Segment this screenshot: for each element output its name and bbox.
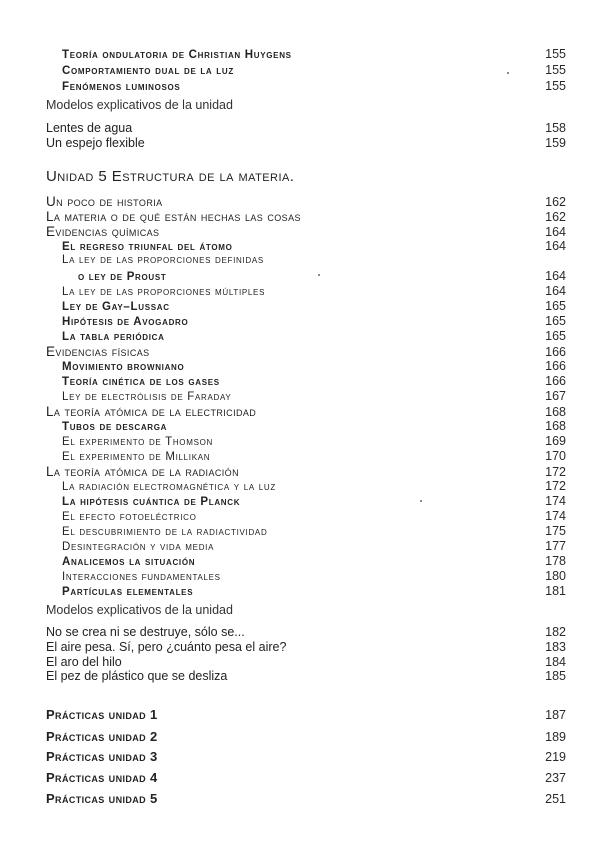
toc-entry[interactable] <box>62 510 566 524</box>
toc-entry[interactable] <box>46 195 566 209</box>
toc-entry-label: Comportamiento dual de la luz <box>62 65 234 77</box>
toc-entry-page: 164 <box>545 284 566 298</box>
toc-entry[interactable] <box>62 300 566 314</box>
toc-entry[interactable] <box>62 585 566 599</box>
toc-entry-page: 189 <box>545 730 566 744</box>
toc-entry-label: El experimento de Millikan <box>62 451 211 463</box>
toc-entry-label: La teoría atómica de la electricidad <box>46 404 257 419</box>
models-heading: Modelos explicativos de la unidad <box>46 98 233 112</box>
toc-entry-page: 166 <box>545 359 566 373</box>
toc-entry-label: Partículas elementales <box>62 586 194 598</box>
toc-entry[interactable] <box>46 225 566 239</box>
toc-entry-label: El regreso triunfal del átomo <box>62 241 233 253</box>
toc-entry-page: 166 <box>545 374 566 388</box>
toc-entry[interactable] <box>62 64 566 78</box>
toc-entry-page: 165 <box>545 314 566 328</box>
toc-entry[interactable] <box>46 122 566 135</box>
toc-entry-label: Lentes de agua <box>46 121 133 135</box>
toc-entry-page: 177 <box>545 539 566 553</box>
scan-speck <box>507 72 509 74</box>
toc-entry[interactable] <box>62 420 566 434</box>
toc-entry[interactable] <box>46 210 566 224</box>
scan-speck <box>318 274 320 276</box>
toc-entry-label: Ley de electrólisis de Faraday <box>62 391 232 403</box>
toc-entry-label: Movimiento browniano <box>62 361 185 373</box>
toc-entry-label: Prácticas unidad 4 <box>46 770 158 785</box>
toc-entry-page: 165 <box>545 329 566 343</box>
toc-entry-label: El aire pesa. Sí, pero ¿cuánto pesa el aire? <box>46 640 287 654</box>
toc-entry-label: La ley de las proporciones múltiples <box>62 286 266 298</box>
toc-entry-page: 185 <box>545 669 566 683</box>
toc-entry-label: Tubos de descarga <box>62 421 168 433</box>
toc-entry[interactable] <box>62 240 566 254</box>
toc-entry[interactable] <box>62 330 566 344</box>
models-heading: Modelos explicativos de la unidad <box>46 603 233 617</box>
toc-entry-page: 175 <box>545 524 566 538</box>
toc-entry[interactable] <box>62 495 566 509</box>
toc-entry[interactable] <box>46 750 566 764</box>
toc-entry[interactable] <box>62 435 566 449</box>
toc-entry[interactable] <box>62 450 566 464</box>
toc-entry-label: Teoría cinética de los gases <box>62 376 220 388</box>
toc-entry-page: 162 <box>545 210 566 224</box>
toc-entry[interactable] <box>62 390 566 404</box>
toc-entry-label: El pez de plástico que se desliza <box>46 669 228 683</box>
toc-entry-page: 174 <box>545 509 566 523</box>
toc-entry-page: 164 <box>545 269 566 283</box>
toc-entry-page: 159 <box>545 136 566 150</box>
toc-entry-label: Un poco de historia <box>46 194 163 209</box>
toc-entry-label: Analicemos la situación <box>62 556 196 568</box>
toc-entry-page: 166 <box>545 345 566 359</box>
toc-entry-label: o ley de Proust <box>78 271 167 283</box>
toc-entry[interactable] <box>62 480 566 494</box>
toc-entry-page: 168 <box>545 419 566 433</box>
toc-entry-page: 162 <box>545 195 566 209</box>
toc-entry-page: 172 <box>545 479 566 493</box>
toc-entry-label: Evidencias físicas <box>46 344 150 359</box>
toc-entry[interactable] <box>62 360 566 374</box>
toc-entry[interactable] <box>46 405 566 419</box>
toc-entry-label: La materia o de qué están hechas las cosas <box>46 209 301 224</box>
toc-entry-page: 167 <box>545 389 566 403</box>
scan-speck <box>420 500 422 502</box>
toc-entry-label: La hipótesis cuántica de Planck <box>62 496 241 508</box>
toc-entry-label: Evidencias químicas <box>46 224 160 239</box>
toc-entry-label: El experimento de Thomson <box>62 436 213 448</box>
toc-entry[interactable] <box>46 730 566 744</box>
toc-entry-page: 178 <box>545 554 566 568</box>
toc-entry-page: 182 <box>545 625 566 639</box>
toc-entry[interactable] <box>62 80 566 94</box>
toc-entry[interactable] <box>62 315 566 329</box>
toc-entry[interactable] <box>62 525 566 539</box>
toc-entry[interactable] <box>46 345 566 359</box>
toc-entry-label: La radiación electromagnética y la luz <box>62 481 276 493</box>
toc-entry-label: El descubrimiento de la radiactividad <box>62 526 268 538</box>
toc-entry[interactable] <box>62 285 566 299</box>
toc-entry-page: 237 <box>545 771 566 785</box>
toc-entry-label: La tabla periódica <box>62 331 165 343</box>
toc-entry-label: Prácticas unidad 5 <box>46 791 158 806</box>
toc-entry[interactable] <box>46 656 566 669</box>
toc-entry[interactable] <box>62 555 566 569</box>
toc-entry-label: Teoría ondulatoria de Christian Huygens <box>62 49 292 61</box>
toc-entry-label: Prácticas unidad 1 <box>46 707 158 722</box>
toc-entry[interactable] <box>62 48 566 62</box>
toc-entry-page: 187 <box>545 708 566 722</box>
toc-entry-label: Fenómenos luminosos <box>62 81 181 93</box>
unit-title: Unidad 5 Estructura de la materia. <box>46 168 295 185</box>
toc-entry[interactable] <box>62 255 566 267</box>
toc-entry-page: 155 <box>545 79 566 93</box>
toc-entry-label: Prácticas unidad 2 <box>46 729 158 744</box>
toc-entry-page: 165 <box>545 299 566 313</box>
toc-entry[interactable] <box>46 465 566 479</box>
toc-entry-page: 164 <box>545 225 566 239</box>
toc-entry[interactable] <box>46 792 566 806</box>
toc-entry-page: 170 <box>545 449 566 463</box>
toc-entry-page: 183 <box>545 640 566 654</box>
toc-entry-label: La ley de las proporciones definidas <box>62 254 264 266</box>
toc-entry[interactable] <box>46 137 566 150</box>
toc-entry-page: 251 <box>545 792 566 806</box>
toc-entry-page: 181 <box>545 584 566 598</box>
toc-entry[interactable] <box>46 771 566 785</box>
toc-entry[interactable] <box>62 570 566 584</box>
toc-entry-page: 180 <box>545 569 566 583</box>
toc-entry[interactable] <box>78 270 566 284</box>
toc-entry-label: El efecto fotoeléctrico <box>62 511 197 523</box>
toc-entry-page: 184 <box>545 655 566 669</box>
toc-entry-page: 172 <box>545 465 566 479</box>
toc-entry-label: El aro del hilo <box>46 655 122 669</box>
toc-entry-label: Un espejo flexible <box>46 136 145 150</box>
toc-entry[interactable] <box>62 540 566 554</box>
toc-entry-page: 164 <box>545 239 566 253</box>
toc-entry[interactable] <box>46 708 566 722</box>
toc-entry[interactable] <box>62 375 566 389</box>
toc-entry-label: Desintegración y vida media <box>62 541 215 553</box>
toc-entry-page: 158 <box>545 121 566 135</box>
toc-entry-label: La teoría atómica de la radiación <box>46 464 239 479</box>
toc-entry[interactable] <box>46 626 566 639</box>
toc-entry-label: No se crea ni se destruye, sólo se... <box>46 625 245 639</box>
toc-entry[interactable] <box>46 670 566 683</box>
toc-entry-page: 219 <box>545 750 566 764</box>
toc-entry-label: Ley de Gay–Lussac <box>62 301 170 313</box>
toc-entry-page: 168 <box>545 405 566 419</box>
toc-entry-label: Interacciones fundamentales <box>62 571 221 583</box>
toc-entry-page: 155 <box>545 63 566 77</box>
toc-entry[interactable] <box>46 641 566 654</box>
toc-entry-label: Hipótesis de Avogadro <box>62 316 189 328</box>
toc-entry-page: 174 <box>545 494 566 508</box>
toc-entry-page: 155 <box>545 47 566 61</box>
toc-entry-label: Prácticas unidad 3 <box>46 749 158 764</box>
toc-entry-page: 169 <box>545 434 566 448</box>
